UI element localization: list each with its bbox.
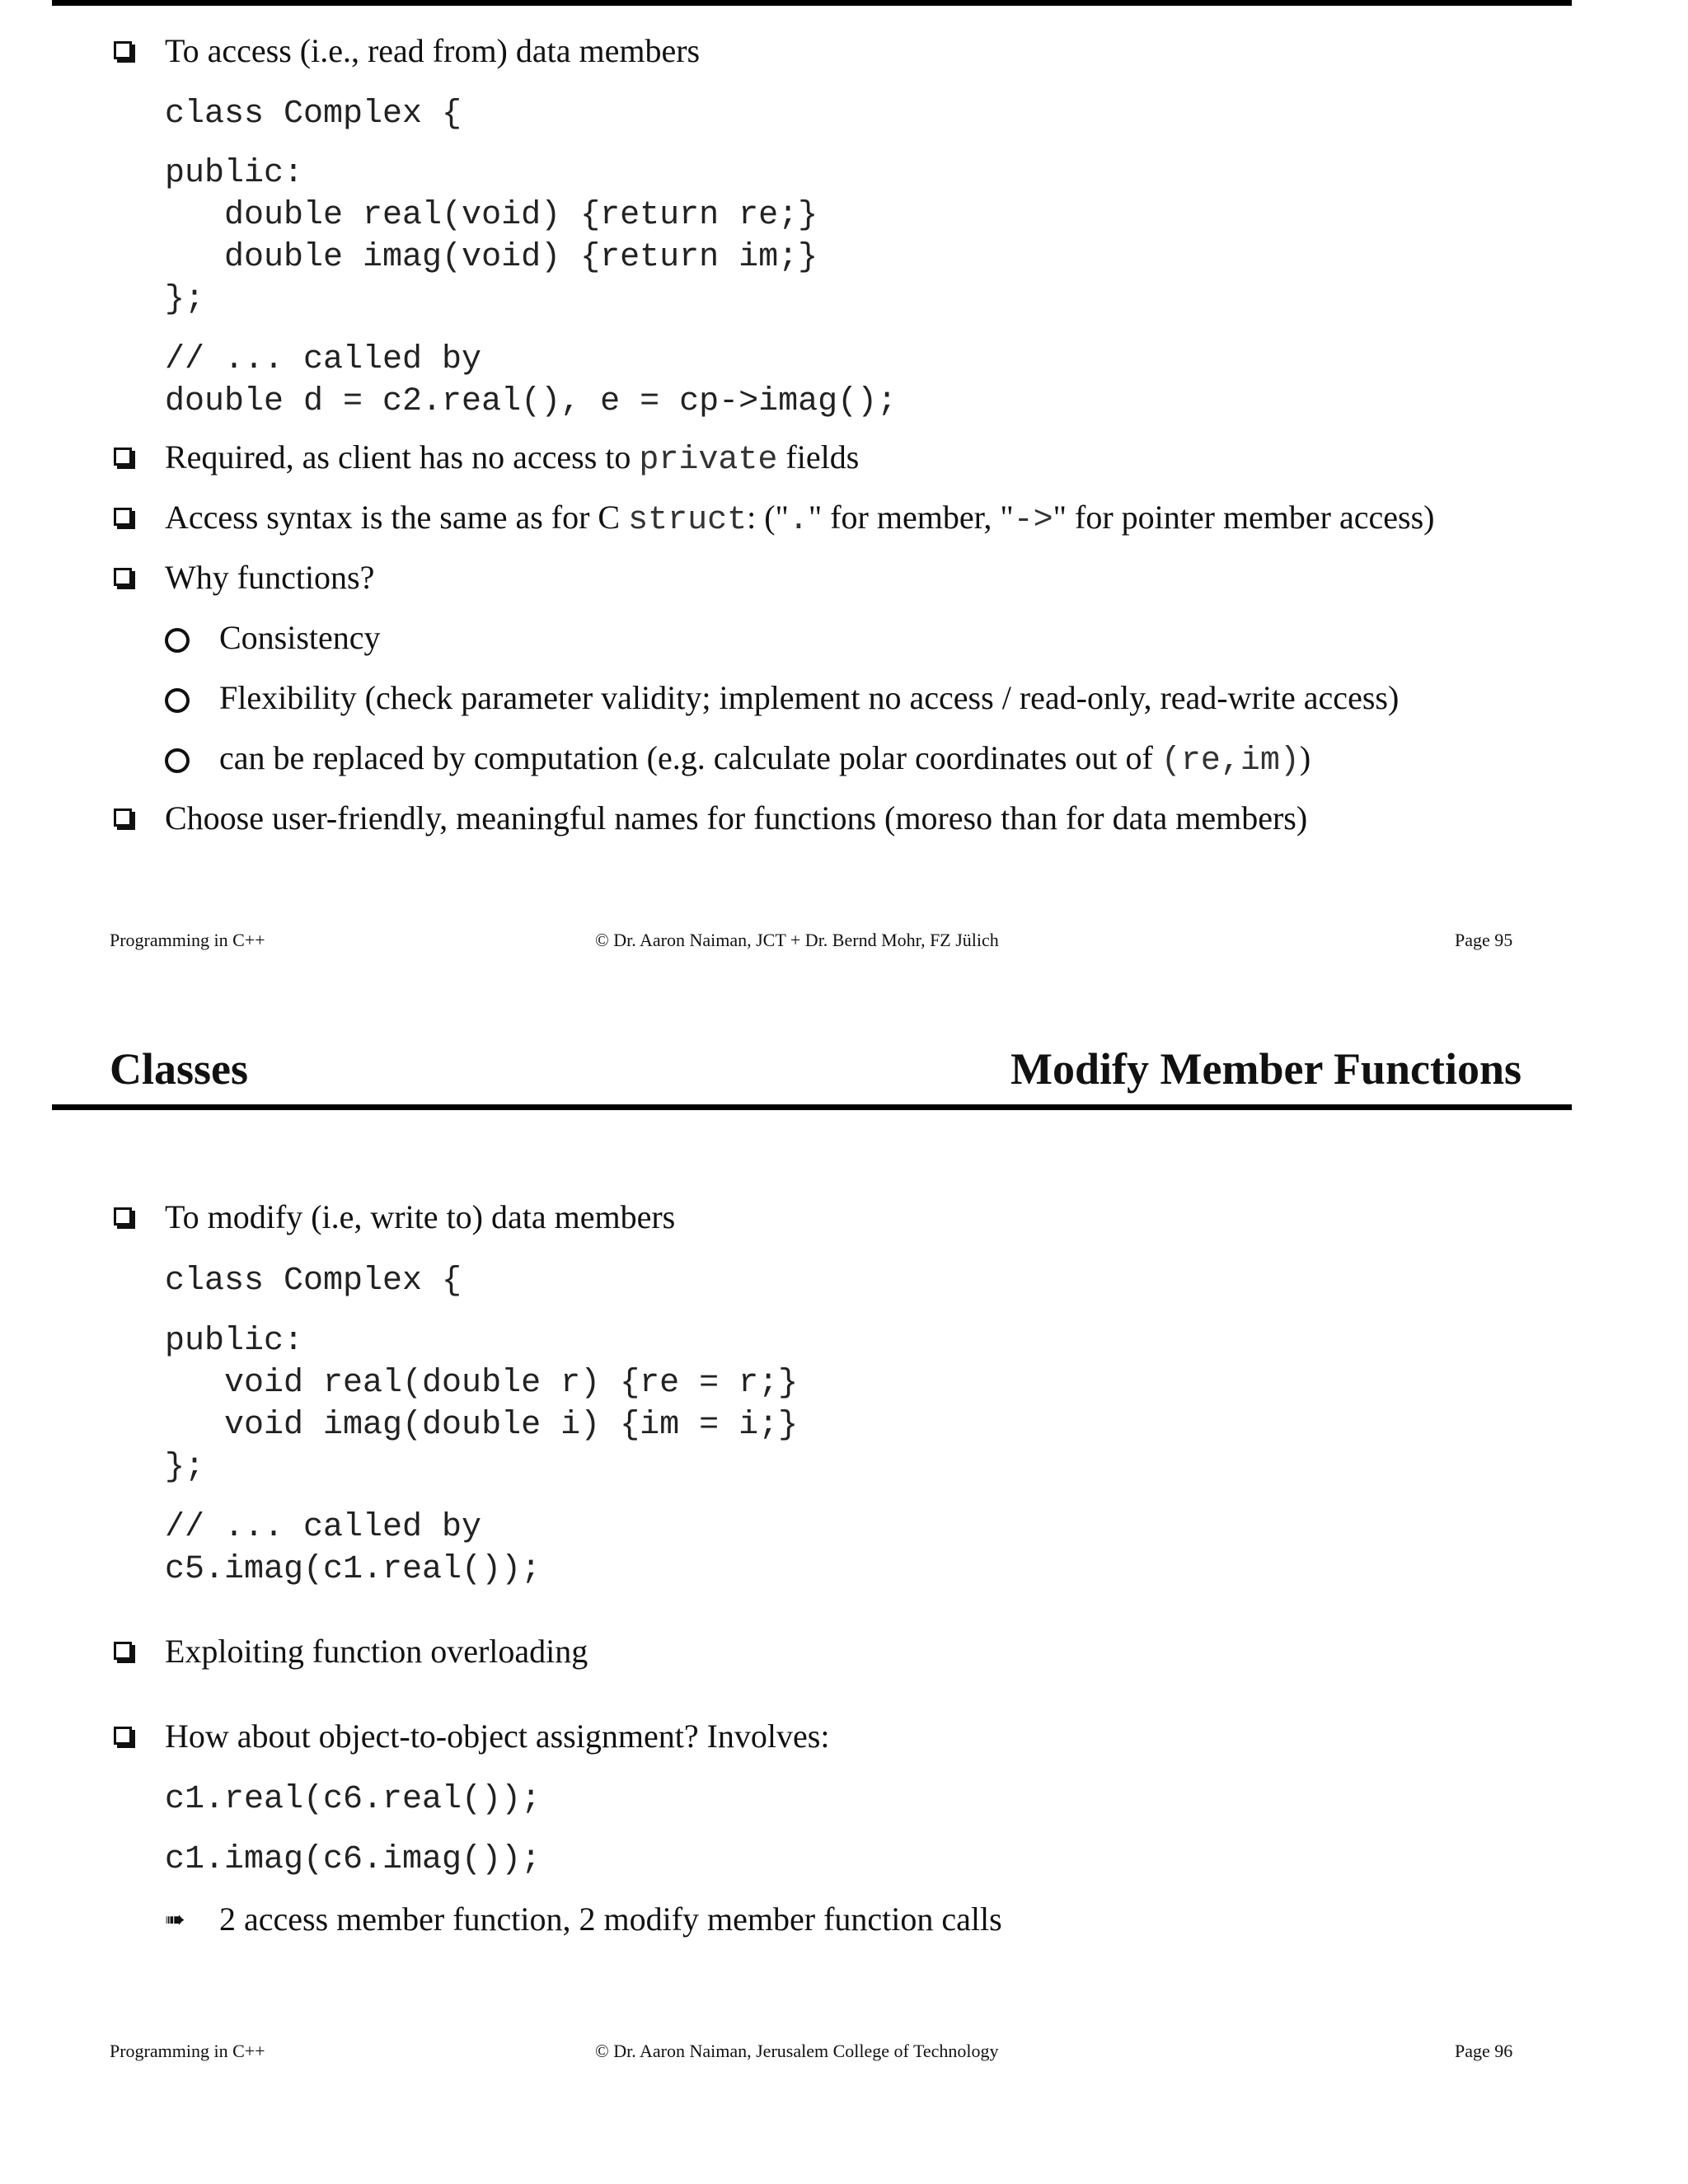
code-line: double real(void) {return re;} [165,197,818,234]
bullet-assignment: How about object-to-object assignment? Involves: [165,1718,830,1755]
inline-code: struct [628,502,748,539]
code-line: class Complex { [165,96,462,133]
circle-bullet-icon [165,688,190,713]
code-line: public: [165,155,304,192]
inline-code: . [788,502,809,539]
bullet-choose: Choose user-friendly, meaningful names for functions (moreso than for data members) [165,799,1308,837]
header-rule [52,1104,1572,1110]
circle-bullet-icon [165,628,190,653]
code-line: class Complex { [165,1263,462,1300]
code-comment: // ... called by [165,1509,482,1546]
code-line: c1.real(c6.real()); [165,1781,542,1818]
bullet-access: To access (i.e., read from) data members [165,32,701,69]
top-rule [52,0,1572,6]
sub-bullet-consistency: Consistency [219,619,381,656]
page-title: Modify Member Functions [1010,1044,1522,1094]
page-header-section: Classes [110,1044,249,1094]
footer-center: © Dr. Aaron Naiman, JCT + Dr. Bernd Mohr, FZ Jülich [595,930,999,950]
footer-page-number: Page 95 [1455,930,1513,950]
square-bullet-icon [114,448,132,466]
inline-code: -> [1013,502,1053,539]
bullet-modify: To modify (i.e, write to) data members [165,1198,676,1235]
square-bullet-icon [114,508,132,526]
code-line: }; [165,1449,205,1486]
bullet-required: Required, as client has no access to private fields [165,438,860,479]
code-comment: // ... called by [165,341,482,378]
bullet-overloading: Exploiting function overloading [165,1633,588,1670]
code-line: c5.imag(c1.real()); [165,1551,542,1588]
bullet-syntax: Access syntax is the same as for C struct: ("." for member, "->" for pointer member access) [165,499,1435,539]
code-line: c1.imag(c6.imag()); [165,1841,542,1878]
bullet-result: 2 access member function, 2 modify member function calls [219,1900,1002,1938]
square-bullet-icon [114,568,132,586]
inline-code: (re,im) [1160,743,1300,780]
code-line: double imag(void) {return im;} [165,239,818,276]
arrow-bullet-icon: ➠ [165,1905,186,1934]
footer-left: Programming in C++ [110,930,265,950]
code-line: public: [165,1323,304,1360]
square-bullet-icon [114,41,132,59]
code-line: }; [165,281,205,318]
code-line: void imag(double i) {im = i;} [165,1407,799,1444]
code-line: double d = c2.real(), e = cp->imag(); [165,383,898,420]
inline-code: private [639,442,778,479]
square-bullet-icon [114,1727,132,1745]
code-line: void real(double r) {re = r;} [165,1365,799,1402]
square-bullet-icon [114,1207,132,1226]
circle-bullet-icon [165,748,190,773]
bullet-why: Why functions? [165,559,375,596]
footer-center: © Dr. Aaron Naiman, Jerusalem College of Technology [595,2041,999,2061]
footer-left: Programming in C++ [110,2041,265,2061]
square-bullet-icon [114,1642,132,1660]
sub-bullet-flexibility: Flexibility (check parameter validity; implement no access / read-only, read-write access) [219,679,1400,716]
square-bullet-icon [114,808,132,827]
sub-bullet-computation: can be replaced by computation (e.g. calculate polar coordinates out of (re,im)) [219,739,1311,780]
footer-page-number: Page 96 [1455,2041,1513,2061]
